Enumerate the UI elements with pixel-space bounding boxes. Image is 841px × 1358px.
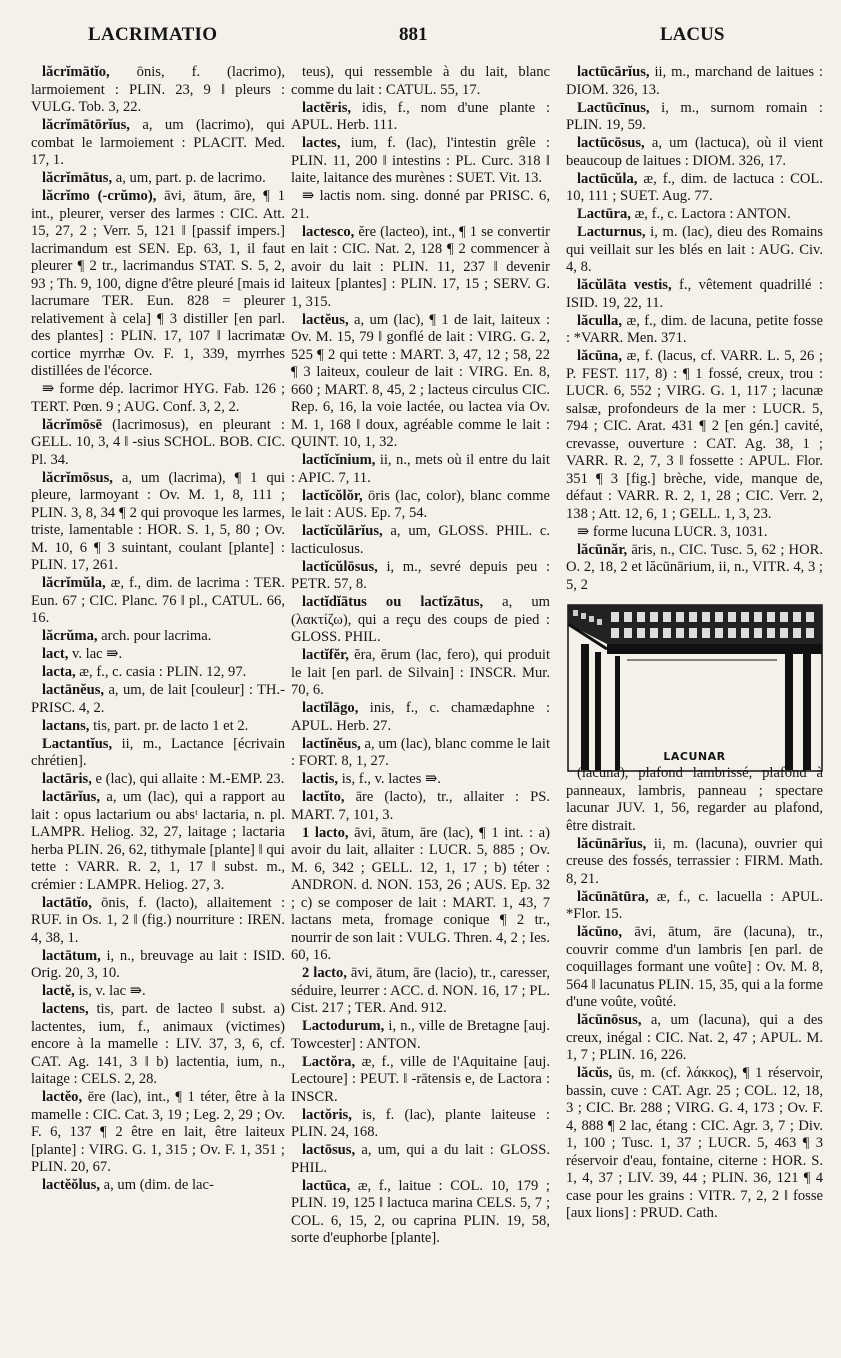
- headword: Lactŏra,: [302, 1053, 356, 1070]
- page-number: 881: [399, 24, 428, 45]
- headword: lactĭcŭlōsus,: [302, 558, 378, 575]
- dictionary-entry: [291, 700, 550, 735]
- headword: lactānĕus,: [42, 682, 105, 698]
- entry-definition: āvi, ātum, āre (lacuna), tr., couvrir comme d'un lambris [en parl. de coquillages formant une voûte] : Ov. M. 8, 564 ‖ lacunatus PLIN. 15, 35, qui a la forme d'une voûte, voûté.: [566, 924, 824, 1011]
- entry-definition: e (lac), qui allaite : M.-EMP. 23.: [91, 771, 285, 787]
- entry-definition: ōris (lac, color), blanc comme le lait : AUS. Ep. 7, 54.: [291, 487, 550, 521]
- entry-definition: āre (lacto), tr., allaiter : PS. MART. 7, 101, 3.: [291, 789, 550, 823]
- dictionary-entry: [31, 117, 285, 170]
- coffered-ceiling-drawing: [567, 604, 823, 772]
- headword: lăcrĭmātōrĭus,: [42, 117, 130, 133]
- headword: lăcūnārĭus,: [577, 835, 647, 852]
- headword: lactātum,: [42, 947, 101, 964]
- headword: Lactantĭus,: [42, 735, 113, 752]
- headword: lactĭdĭātus ou lactĭzātus,: [302, 594, 484, 610]
- dictionary-entry: [566, 836, 823, 889]
- dictionary-entry: [31, 470, 285, 575]
- headword: lăcrŭma,: [42, 628, 98, 644]
- dictionary-entry: [566, 1065, 823, 1223]
- dictionary-entry: [566, 542, 823, 595]
- headword: lactĭnĕus,: [302, 735, 361, 752]
- headword: lăcŭlāta vestis,: [577, 277, 672, 293]
- headword: lact,: [42, 646, 69, 662]
- headword: lactāris,: [42, 771, 92, 787]
- entry-definition: i, n., breuvage au lait : ISID. Orig. 20, 3, 10.: [31, 947, 285, 981]
- dictionary-entry: [31, 1001, 285, 1089]
- headword: Lacturnus,: [577, 224, 646, 240]
- entry-definition: tis, part. pr. de lacto 1 et 2.: [89, 717, 249, 734]
- entry-definition: æ, f., dim. de lactuca : COL. 10, 111 ; SUET. Aug. 77.: [566, 170, 823, 204]
- headword: lăcŭs,: [577, 1065, 613, 1082]
- dictionary-entry: [566, 64, 823, 99]
- headword: 2 lacto,: [302, 965, 347, 981]
- dictionary-entry: [31, 381, 285, 416]
- headword: lăcrĭmōsē: [42, 416, 102, 433]
- dictionary-entry: [291, 1018, 550, 1053]
- headword: lăcūno,: [577, 924, 623, 941]
- header-left-guideword: LACRIMATIO: [88, 24, 218, 45]
- dictionary-entry: [566, 171, 823, 206]
- entry-definition: i, m., sevré depuis peu : PETR. 57, 8.: [291, 558, 550, 592]
- dictionary-entry: [291, 100, 550, 135]
- entry-definition: is, f., v. lactes ⇛.: [338, 771, 441, 787]
- entry-definition: a, um (lacrimo), qui combat le larmoiement : PLACIT. Med. 17, 1.: [31, 117, 285, 168]
- entry-definition: arch. pour lacrima.: [97, 628, 212, 644]
- headword: 1 lacto,: [302, 824, 349, 841]
- dictionary-entry: [566, 135, 823, 170]
- entry-definition: a, um (λακτίζω), qui a reçu des coups de pied : GLOSS. PHIL.: [291, 594, 550, 645]
- entry-definition: a, um (lactuca), où il vient beaucoup de laitues : DIOM. 326, 17.: [566, 135, 823, 169]
- headword: lactĕris,: [302, 99, 352, 116]
- entry-definition: æ, f., dim. de lacrima : TER. Eun. 67 ; CIC. Planc. 76 ‖ pl., CATUL. 66, 16.: [31, 575, 285, 626]
- dictionary-entry: [291, 452, 550, 487]
- dictionary-entry: [291, 789, 550, 824]
- entry-definition: āvi, ātum, āre (lac), ¶ 1 int. : a) avoir du lait, allaiter : LUCR. 5, 885 ; Ov. M. 6, 342 ; GELL. 12, 1, 17 ; b) téter : ANDRON. d. NON. 153, 26 ; AUS. Ep. 32 ; c) se composer de lait : MART. 1, 43, 7 lactans meta, fromage conique ¶ 2 tr., nourrir de son lait : VULG. Thren. 4, 2 ; Ies. 60, 16.: [291, 824, 550, 963]
- column-middle: [291, 64, 550, 1248]
- dictionary-entry: [566, 765, 823, 835]
- entry-definition: æ, f., c. casia : PLIN. 12, 97.: [75, 664, 247, 680]
- headword: Lactodurum,: [302, 1018, 385, 1034]
- entry-definition: ⇛ forme lucuna LUCR. 3, 1031.: [577, 523, 768, 540]
- entry-definition: æ, f., ville de l'Aquitaine [auj. Lectoure] : PEUT. ‖ -rātensis e, de Lactora : INSCR.: [291, 1053, 550, 1105]
- headword: lactĕ,: [42, 983, 75, 999]
- headword: lactārĭus,: [42, 789, 100, 805]
- headword: lăcūna,: [577, 348, 623, 364]
- column-left: [31, 64, 285, 1195]
- dictionary-entry: [291, 1178, 550, 1248]
- entry-definition: ēre (lac), int., ¶ 1 téter, être à la mamelle : CIC. Cat. 3, 19 ; Leg. 2, 29 ; Ov. F. 6, 137 ¶ 2 être en lait, être laiteux [plante] : VIRG. G. 1, 315 ; Ov. F. 1, 351 ; PLIN. 20, 67.: [31, 1089, 285, 1175]
- headword: lactans,: [42, 717, 90, 734]
- dictionary-entry: [31, 983, 285, 1001]
- dictionary-entry: [291, 64, 550, 99]
- dictionary-entry: [31, 664, 285, 682]
- headword: lactĭcĭnium,: [302, 452, 376, 468]
- entry-definition: æ, f., c. lacuella : APUL. *Flor. 15.: [566, 888, 823, 923]
- headword: lactūcārĭus,: [577, 64, 650, 80]
- dictionary-entry: [566, 1012, 823, 1065]
- dictionary-entry: [566, 348, 823, 523]
- entry-definition: a, um (lacrima), ¶ 1 qui pleure, larmoyant : Ov. M. 1, 8, 111 ; PLIN. 3, 8, 34 ¶ 2 qui provoque les larmes, triste, lamentable : HOR. S. 1, 5, 80 ; Ov. M. 10, 6 ¶ 3 suintant, coulant [plante] : PLIN. 17, 261.: [31, 469, 285, 573]
- dictionary-entry: [291, 647, 550, 700]
- entry-definition: tis, part. de lacteo ‖ subst. a) lactentes, ium, f., animaux (victimes) encore à la mamelle : LIV. 37, 3, 6, cf. CAT. Ag. 141, 3 ‖ b) lactentia, ium, n., laitage : CELS. 2, 28.: [31, 1001, 285, 1087]
- entry-definition: (lacrimosus), en pleurant : GELL. 10, 3, 4 ‖ -sius SCHOL. BOB. CIC. Pl. 34.: [31, 416, 285, 468]
- dictionary-entry: [31, 948, 285, 983]
- dictionary-entry: [291, 965, 550, 1018]
- entry-definition: a, um, qui a du lait : GLOSS. PHIL.: [291, 1142, 550, 1176]
- entry-definition: æ, f., c. Lactora : ANTON.: [630, 206, 791, 222]
- headword: lactĭlāgo,: [302, 700, 359, 716]
- entry-definition: teus), qui ressemble à du lait, blanc comme du lait : CATUL. 55, 17.: [291, 64, 550, 98]
- dictionary-entry: [31, 895, 285, 948]
- dictionary-entry: [31, 771, 285, 789]
- headword: lacta,: [42, 664, 76, 680]
- dictionary-entry: [291, 1054, 550, 1107]
- entry-definition: i, m., surnom romain : PLIN. 19, 59.: [566, 99, 823, 133]
- entry-definition: ĕre (lacteo), int., ¶ 1 se convertir en lait : CIC. Nat. 2, 128 ¶ 2 commencer à avoir du lait : PLIN. 11, 237 ‖ devenir laiteux [plantes] : PLIN. 17, 15 ; SERV. G. 1, 315.: [291, 223, 550, 310]
- entry-definition: æ, f. (lacus, cf. VARR. L. 5, 26 ; P. FEST. 117, 8) : ¶ 1 fossé, creux, trou : LUCR. 6, 552 ; VIRG. G. 1, 117 ; lacunæ salsæ, profondeurs de la mer : LUCR. 5, 794 ; CIC. Arat. 431 ¶ 2 [en gén.] cavité, crevasse, ouverture : CAT. Ag. 38, 1 ; VARR. R. 2, 7, 3 ‖ fossette : APUL. Flor. 351 ¶ 3 [fig.] brèche, vide, manque de, défaut : VARR. R. 2, 1, 28 ; CIC. Verr. 2, 138 ; Att. 12, 6, 1 ; GELL. 1, 3, 23.: [566, 348, 823, 522]
- entry-definition: ōnis, f. (lacrimo), larmoiement : PLIN. 23, 9 ‖ pleurs : VULG. Tob. 3, 22.: [31, 64, 285, 115]
- headword: lactĭto,: [302, 789, 345, 805]
- dictionary-entry: [291, 594, 550, 647]
- dictionary-entry: [31, 1177, 285, 1195]
- dictionary-entry: [566, 924, 823, 1012]
- headword: lăcrĭmōsus,: [42, 469, 113, 486]
- dictionary-entry: [566, 206, 823, 224]
- column-right: [566, 64, 823, 1223]
- entry-definition: ii, m., marchand de laitues : DIOM. 326, 13.: [566, 64, 823, 98]
- entry-definition: ūs, m. (cf. λάκκος), ¶ 1 réservoir, bassin, cuve : CAT. Agr. 25 ; COL. 12, 18, 3 ; CIC. Br. 288 ; VIRG. G. 4, 173 ; Ov. F. 4, 888 ¶ 2 lac, étang : CIC. Agr. 3, 7 ; Div. 1, 100 ; Tusc. 1, 37 ; LUCR. 5, 463 ¶ 3 réservoir d'eau, fontaine, citerne : HOR. S. 1, 4, 37 ; LIV. 39, 44 ; PLIN. 36, 121 ¶ 4 case pour les grains : VITR. 7, 2, 2 ‖ fosse [aux lions] : PRUD. Cath.: [566, 1065, 823, 1222]
- headword: lactĭcŭlārĭus,: [302, 523, 383, 539]
- dictionary-entry: [291, 224, 550, 312]
- lacunar-illustration: [566, 604, 823, 763]
- entry-definition: is, v. lac ⇛.: [74, 983, 146, 999]
- headword: lăcūnātūra,: [577, 888, 649, 905]
- headword: lactŏris,: [302, 1106, 352, 1123]
- dictionary-entry: [566, 313, 823, 348]
- headword: lăcrĭmātus,: [42, 170, 113, 186]
- entry-definition: a, um, part. p. de lacrimo.: [112, 170, 266, 186]
- entry-definition: ⇛ forme dép. lacrimor HYG. Fab. 126 ; TERT. Pœn. 9 ; AUG. Conf. 3, 2, 2.: [31, 381, 285, 415]
- entry-definition: a, um (lac), ¶ 1 de lait, laiteux : Ov. M. 15, 79 ‖ gonflé de lait : VIRG. G. 2, 525 ¶ 2 qui tette : MART. 3, 47, 12 ; 58, 22 ¶ 3 laiteux, couleur de lait : VIRG. En. 8, 660 ; MART. 8, 45, 2 ; lacteus circulus CIC. Rep. 6, 16, la voie lactée, ou lactea via Ov. M. 1, 168 ‖ doux, agréable comme le lait : QUINT. 10, 1, 32.: [291, 311, 550, 450]
- headword: Lactūcīnus,: [577, 99, 650, 116]
- headword: lactis,: [302, 771, 339, 787]
- entry-definition: a, um, de lait [couleur] : TH.-PRISC. 4, 2.: [31, 682, 285, 716]
- entry-definition: ii, m. (lacuna), ouvrier qui creuse des fossés, terrassier : FIRM. Math. 8, 21.: [566, 835, 823, 887]
- dictionary-entry: [31, 789, 285, 894]
- entry-definition: āvi, ātum, āre (lacio), tr., caresser, séduire, leurrer : ACC. d. NON. 16, 17 ; PL. Cist. 217 ; TER. And. 912.: [291, 965, 550, 1016]
- entry-definition: a, um, GLOSS. PHIL. c. lacticulosus.: [291, 523, 550, 557]
- entry-definition: idis, f., nom d'une plante : APUL. Herb. 111.: [291, 99, 550, 133]
- headword: lactĕo,: [42, 1089, 83, 1105]
- entry-definition: inis, f., c. chamædaphne : APUL. Herb. 27.: [291, 700, 550, 734]
- headword: lactens,: [42, 1001, 89, 1017]
- dictionary-entry: [31, 628, 285, 646]
- dictionary-entry: [291, 312, 550, 452]
- entry-definition: ōnis, f. (lacto), allaitement : RUF. in Os. 1, 2 ‖ (fig.) nourriture : IREN. 4, 38, 1.: [31, 894, 285, 946]
- dictionary-entry: [566, 277, 823, 312]
- dictionary-entry: [566, 100, 823, 135]
- entry-definition: ĕra, ĕrum (lac, fero), qui produit le lait [en parl. de Silvain] : INSCR. Mur. 70, 6.: [291, 647, 550, 698]
- headword: lăcrĭmātĭo,: [42, 64, 110, 80]
- headword: lactĕus,: [302, 311, 349, 328]
- dictionary-entry: [291, 523, 550, 558]
- header-right-guideword: LACUS: [660, 24, 725, 45]
- dictionary-entry: [566, 889, 823, 924]
- entry-definition: æ, f., laitue : COL. 10, 179 ; PLIN. 19, 125 ‖ lactuca marina CELS. 5, 7 ; COL. 6, 15, 2, ou caprina PLIN. 19, 58, sorte d'euphorbe [plante].: [291, 1177, 550, 1246]
- headword: lactōsus,: [302, 1142, 356, 1158]
- entry-definition: a, um (lac), blanc comme le lait : FORT. 8, 1, 27.: [291, 735, 550, 769]
- entry-definition: ii, m., Lactance [écrivain chrétien].: [31, 735, 285, 769]
- headword: lactĭfĕr,: [302, 647, 349, 663]
- dictionary-entry: [31, 646, 285, 664]
- headword: lactūcŭla,: [577, 170, 638, 187]
- entry-definition: ⇛ lactis nom. sing. donné par PRISC. 6, 21.: [291, 188, 550, 222]
- dictionary-entry: [291, 488, 550, 523]
- entry-definition: i, m. (lac), dieu des Romains qui veillait sur les blés en lait : AUG. Civ. 4, 8.: [566, 224, 823, 275]
- headword: lăcrĭmo (-crŭmo),: [42, 188, 157, 204]
- dictionary-entry: [31, 575, 285, 628]
- dictionary-entry: [31, 718, 285, 736]
- dictionary-entry: [566, 224, 823, 277]
- headword: lactes,: [302, 135, 341, 151]
- dictionary-entry: [291, 1107, 550, 1142]
- entry-definition: ium, f. (lac), l'intestin grêle : PLIN. 11, 200 ‖ intestins : PL. Curc. 318 ‖ laite, laitance des murènes : SUET. Vit. 13.: [291, 135, 550, 186]
- dictionary-entry: [31, 64, 285, 117]
- dictionary-entry: [31, 188, 285, 381]
- dictionary-entry: [31, 736, 285, 771]
- entry-definition: f., vêtement quadrillé : ISID. 19, 22, 11.: [566, 277, 823, 311]
- headword: lactūcōsus,: [577, 135, 645, 151]
- headword: lactātĭo,: [42, 894, 92, 911]
- entry-definition: a, um (lac), qui a rapport au lait : opus lactarium ou absᵗ lactaria, n. pl. LAMPR. Heliog. 32, 27, laitage ; lactaria herba PLIN. 26, 62, tithymale [plante] ‖ qui tette : VARR. R. 2, 1, 17 ‖ subst. m., crémier : LAMPR. Heliog. 27, 3.: [31, 789, 285, 893]
- entry-definition: a, um (dim. de lac-: [99, 1177, 214, 1193]
- headword: lăculla,: [577, 312, 622, 329]
- headword: Lactūra,: [577, 206, 631, 222]
- dictionary-entry: [291, 771, 550, 789]
- figure-caption: LACUNAR: [663, 750, 726, 763]
- headword: lactūca,: [302, 1177, 351, 1194]
- dictionary-entry: [291, 736, 550, 771]
- headword: lăcūnōsus,: [577, 1012, 642, 1029]
- headword: lăcrĭmŭla,: [42, 575, 106, 591]
- entry-definition: āris, n., CIC. Tusc. 5, 62 ; HOR. O. 2, 18, 2 et lăcūnārium, ii, n., VITR. 4, 3 ; 5, 2: [566, 541, 823, 593]
- entry-definition: is, f. (lac), plante laiteuse : PLIN. 24, 168.: [291, 1106, 550, 1140]
- headword: lactĭcŏlŏr,: [302, 487, 363, 504]
- dictionary-entry: [291, 825, 550, 965]
- dictionary-entry: [291, 559, 550, 594]
- entry-definition: i, n., ville de Bretagne [auj. Towcester] : ANTON.: [291, 1018, 550, 1052]
- headword: lactĕŏlus,: [42, 1177, 100, 1193]
- running-header: [0, 24, 841, 54]
- dictionary-entry: [291, 188, 550, 223]
- entry-definition: (lacuna), plafond lambrissé, plafond à panneaux, lambris, panneau ; spectare lacunar JUV. 1, 56, regarder au plafond, être distrait.: [566, 765, 823, 834]
- entry-definition: æ, f., dim. de lacuna, petite fosse : *VARR. Men. 371.: [566, 312, 823, 346]
- dictionary-entry: [31, 170, 285, 188]
- dictionary-entry: [291, 135, 550, 188]
- dictionary-entry: [31, 682, 285, 717]
- entry-definition: ii, n., mets où il entre du lait : APIC. 7, 11.: [291, 452, 550, 486]
- dictionary-entry: [31, 417, 285, 470]
- headword: lactesco,: [302, 223, 355, 240]
- dictionary-entry: [291, 1142, 550, 1177]
- dictionary-entry: [566, 524, 823, 542]
- entry-definition: āvi, ātum, āre, ¶ 1 int., pleurer, verser des larmes : CIC. Att. 15, 27, 2 ; Verr. 5, 121 ‖ [passif impers.] lacrimandum est SEN. Ep. 63, 1, il faut pleurer ¶ 2 tr., lacrimandus STAT. S. 5, 2, 93 ; Th. 9, 100, digne d'être pleuré [mais id lacrumare TER. Eun. 828 = pleurer relativement à cela] ¶ 3 distiller [en parl. des plantes] : PLIN. 17, 107 ‖ lacrimatæ cortice myrrhæ Ov. F. 1, 339, myrrhes distillées de l'écorce.: [31, 188, 285, 379]
- entry-definition: v. lac ⇛.: [68, 646, 123, 662]
- entry-definition: a, um (lacuna), qui a des creux, inégal : CIC. Nat. 2, 47 ; APUL. M. 1, 7 ; PLIN. 16, 226.: [566, 1012, 823, 1064]
- dictionary-entry: [31, 1089, 285, 1177]
- headword: lăcūnăr,: [577, 541, 628, 558]
